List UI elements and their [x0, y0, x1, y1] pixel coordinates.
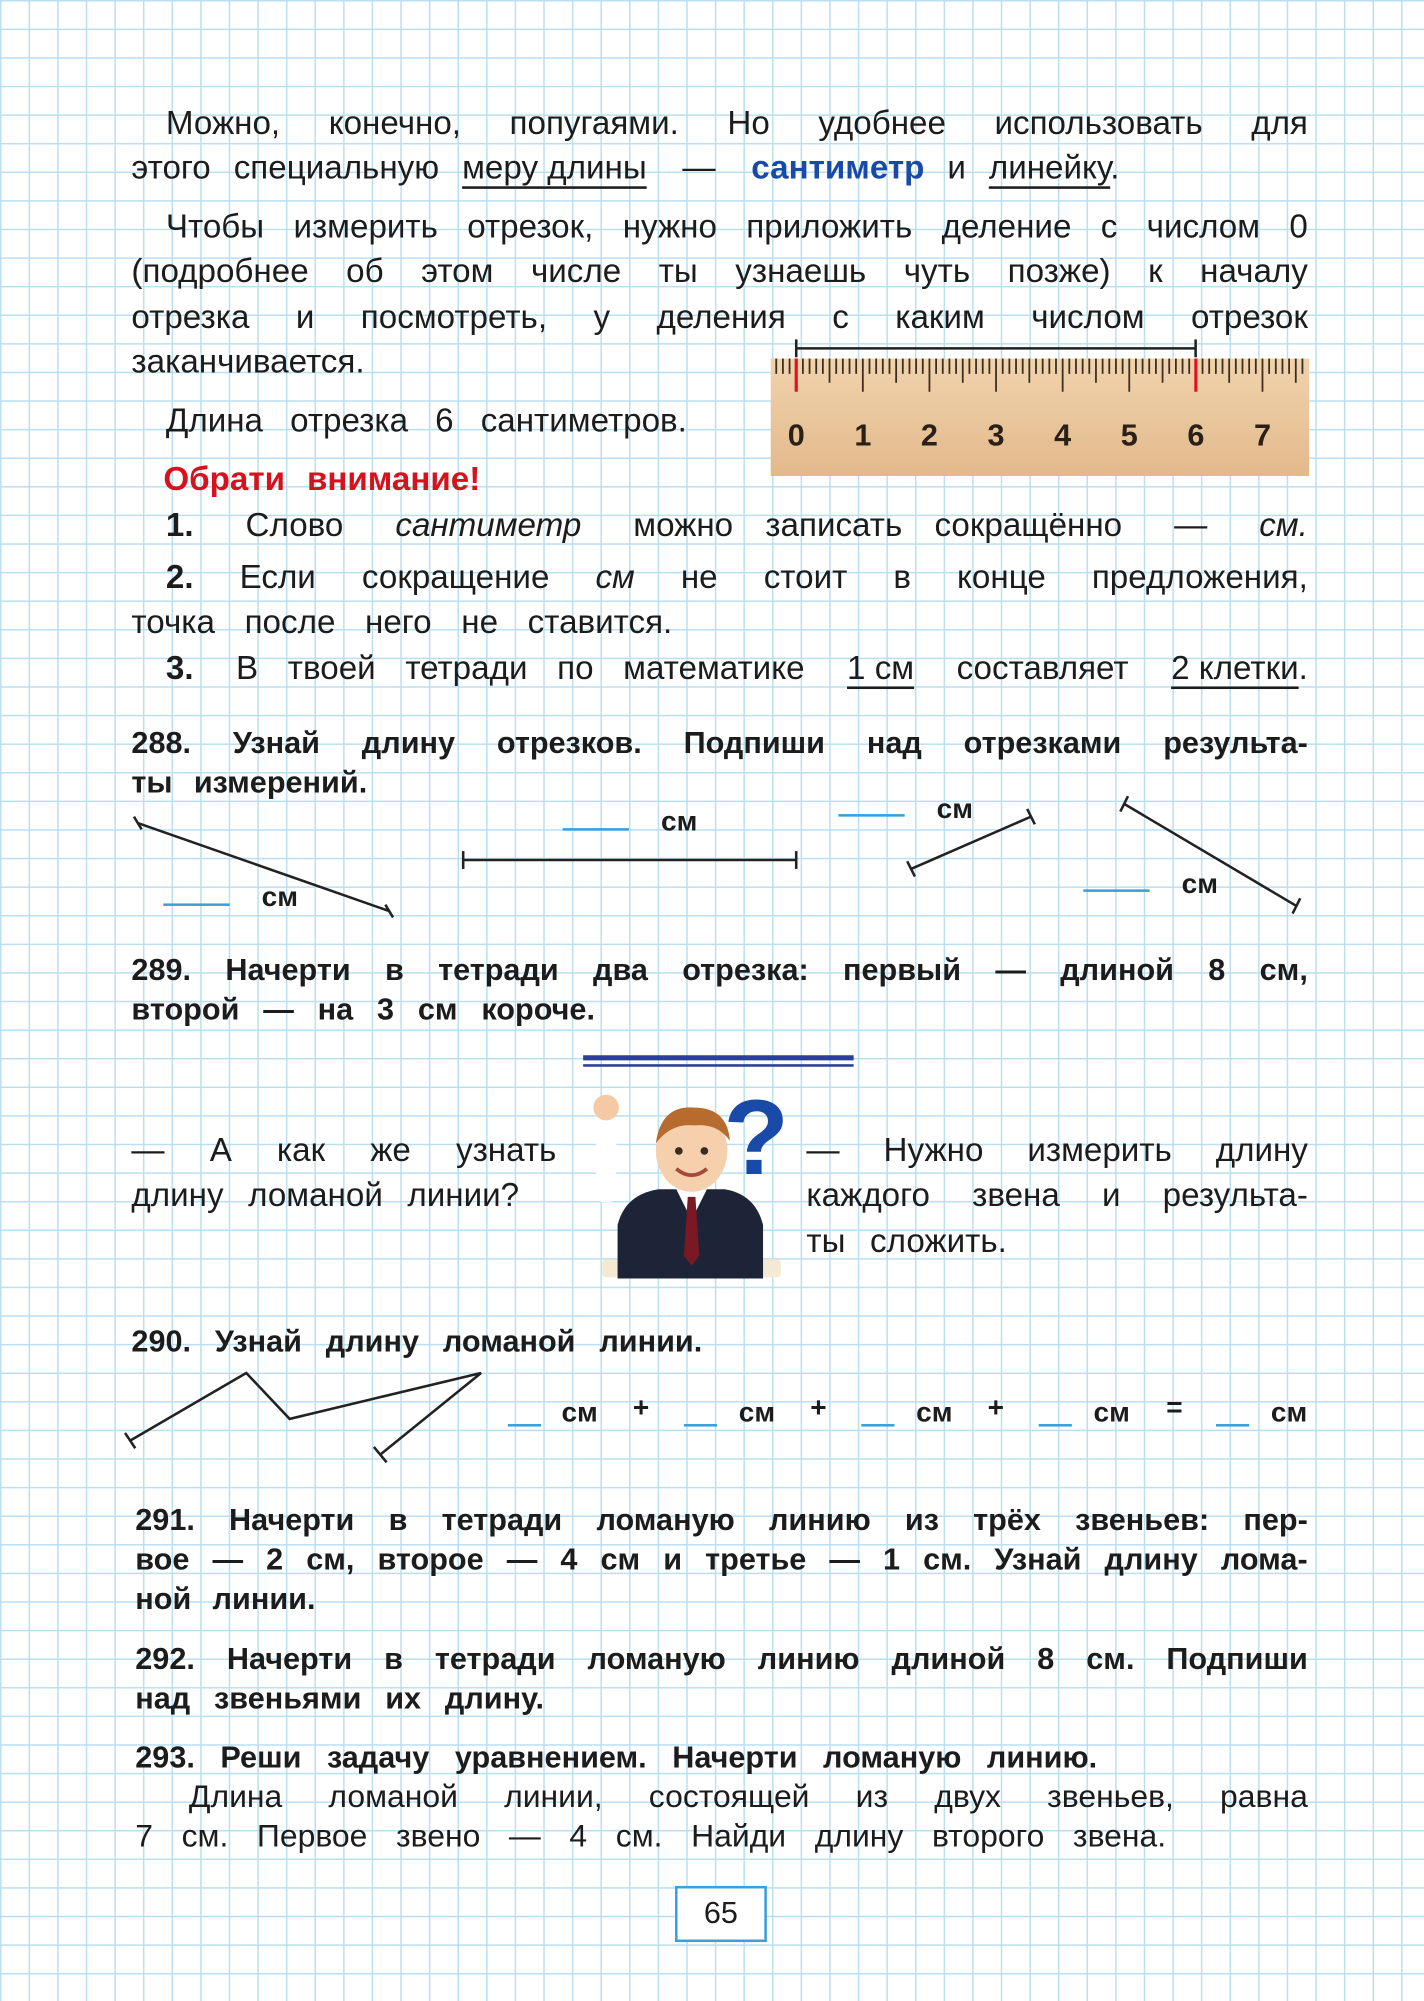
dialog-answer-line-2: каждого звена и результа-: [806, 1175, 1308, 1214]
section-divider: [583, 1055, 854, 1060]
dialog-answer-line-3: ты сложить.: [806, 1221, 1007, 1260]
measure-line-3: отрезка и посмотреть, у деления с каким числом отрезок: [131, 297, 1308, 336]
dialog-answer-line-1: — Нужно измерить длину: [806, 1130, 1308, 1169]
task-293-line-1: Длина ломаной линии, состоящей из двух звеньев, равна: [188, 1778, 1308, 1815]
attention-title: Обрати внимание!: [163, 459, 481, 498]
measure-line-2: (подробнее об этом числе ты узнаешь чуть позже) к началу: [131, 251, 1308, 290]
ruler-number: 7: [1253, 418, 1271, 453]
measured-segment: [796, 339, 1195, 357]
measure-line-1: Чтобы измерить отрезок, нужно приложить деление с числом 0: [165, 206, 1308, 245]
attention-rule-2: 2. Если сокращение см не стоит в конце предложения,: [165, 557, 1308, 596]
length-sentence: Длина отрезка 6 сантиметров.: [165, 400, 687, 439]
task-292-line-2: над звеньями их длину.: [135, 1681, 544, 1717]
task-289-line-1: 289. Начерти в тетради два отрезка: первый — длиной 8 см,: [131, 953, 1308, 988]
dialog-question-line-1: — А как же узнать: [131, 1130, 557, 1169]
answer-blank-segment-3[interactable]: [838, 814, 904, 817]
answer-blank-segment-2[interactable]: [563, 828, 629, 831]
ruler-number: 5: [1120, 418, 1138, 453]
task-293-title: 293. Реши задачу уравнением. Начерти ломаную линию.: [135, 1740, 1098, 1775]
task-288-line-1: 288. Узнай длину отрезков. Подпиши над отрезками результа-: [131, 726, 1308, 761]
task-293-line-2: 7 см. Первое звено — 4 см. Найди длину второго звена.: [135, 1818, 1167, 1855]
term-santimetr: сантиметр: [751, 148, 925, 187]
ruler-illustration: [771, 336, 1309, 479]
unit-cm-2: см: [660, 805, 698, 838]
ruler-number: 6: [1187, 418, 1205, 453]
task-288-segments: [0, 778, 1424, 931]
page-number: 65: [675, 1886, 767, 1942]
broken-line-figure: [0, 1365, 510, 1467]
ruler-number: 2: [920, 418, 938, 453]
intro-line-2: этого специальную меру длины — сантиметр и линейку.: [131, 145, 1307, 190]
intro-line-1: Можно, конечно, попугаями. Но удобнее использовать для: [165, 103, 1308, 142]
task-290-title: 290. Узнай длину ломаной линии.: [131, 1324, 703, 1359]
unit-cm-4: см: [1181, 867, 1218, 900]
measure-line-4: заканчивается.: [131, 341, 365, 381]
raised-hand: [593, 1095, 619, 1121]
equation-blank-2[interactable]: [684, 1424, 717, 1427]
task-291-line-3: ной линии.: [135, 1582, 316, 1617]
answer-blank-segment-4[interactable]: [1083, 889, 1149, 892]
ruler-number: 1: [854, 418, 872, 453]
attention-rule-1: 1. Слово сантиметр можно записать сокращённо — см.: [165, 505, 1308, 544]
question-mark-icon: ?: [723, 1076, 789, 1197]
unit-cm-1: см: [261, 880, 298, 913]
broken-line: [130, 1373, 481, 1455]
task-289-line-2: второй — на 3 см короче.: [131, 992, 595, 1028]
length-equation: см + см + см + см = см: [508, 1391, 1312, 1437]
equation-blank-total[interactable]: [1216, 1424, 1249, 1427]
task-292-line-1: 292. Начерти в тетради ломаную линию длиной 8 см. Подпиши: [135, 1642, 1308, 1677]
equation-blank-3[interactable]: [861, 1424, 894, 1427]
task-291-line-2: вое — 2 см, второе — 4 см и третье — 1 см. Узнай длину лома-: [135, 1542, 1308, 1578]
attention-rule-3: 3. В твоей тетради по математике 1 см составляет 2 клетки.: [165, 648, 1308, 687]
answer-blank-segment-1[interactable]: [163, 903, 229, 906]
task-288-line-2: ты измерений.: [131, 765, 368, 801]
equation-blank-1[interactable]: [508, 1424, 541, 1427]
raised-arm: [596, 1115, 616, 1202]
task-291-line-1: 291. Начерти в тетради ломаную линию из трёх звеньев: пер-: [135, 1503, 1308, 1538]
ruler-number: 3: [987, 418, 1005, 453]
attention-rule-2-cont: точка после него не ставится.: [131, 602, 673, 641]
dialog-question-line-2: длину ломаной линии?: [131, 1175, 520, 1214]
ruler-number: 4: [1054, 418, 1072, 453]
equation-blank-4[interactable]: [1039, 1424, 1072, 1427]
unit-cm-3: см: [936, 792, 973, 825]
ruler-number: 0: [787, 418, 805, 453]
